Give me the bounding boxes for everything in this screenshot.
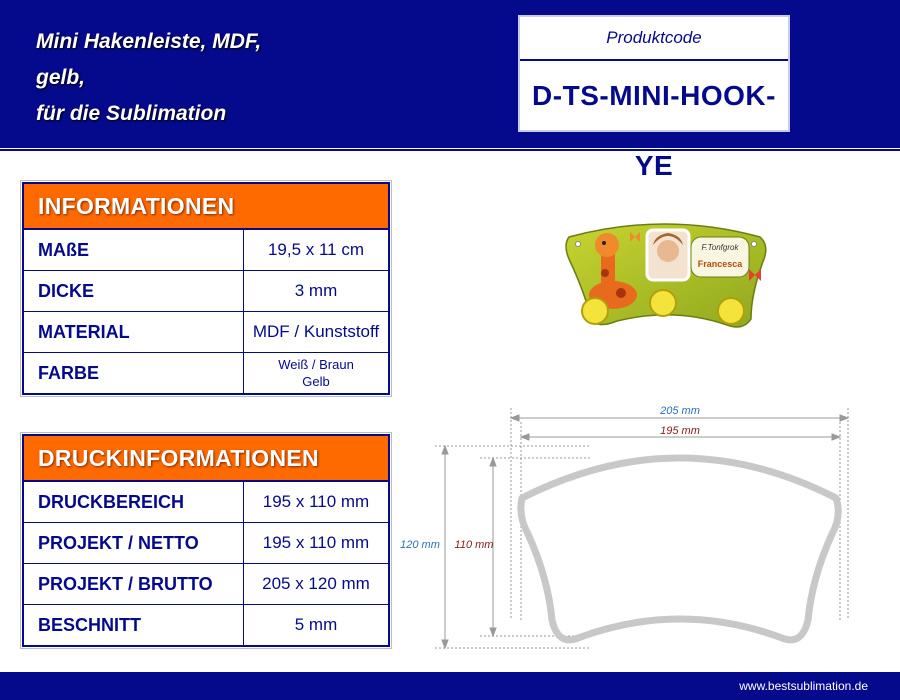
- print-table-heading: DRUCKINFORMATIONEN: [24, 436, 388, 482]
- product-code-value: D-TS-MINI-HOOK-YE: [532, 80, 776, 181]
- print-info-table: [22, 434, 390, 647]
- dimension-diagram: [390, 400, 870, 660]
- product-title: [36, 24, 261, 132]
- width-outer-label: 205 mm: [660, 405, 700, 417]
- table-row: [24, 482, 388, 522]
- height-outer-label: 120 mm: [400, 539, 440, 551]
- row-value: [244, 353, 388, 393]
- hook-peg-1: [582, 298, 608, 324]
- product-image: [555, 215, 770, 335]
- table-row: [24, 352, 388, 393]
- product-code-label: Produktcode: [520, 17, 788, 61]
- row-value: 205 x 120 mm: [262, 574, 370, 593]
- row-value: 195 x 110 mm: [262, 533, 370, 552]
- row-value: 3 mm: [294, 281, 338, 300]
- banner-name: Francesca: [697, 259, 743, 269]
- color-line-2: Gelb: [302, 374, 330, 389]
- width-inner-label: 195 mm: [660, 425, 700, 437]
- info-table: [22, 182, 390, 395]
- title-line-1: Mini Hakenleiste, MDF,: [36, 30, 262, 53]
- row-value: 19,5 x 11 cm: [267, 240, 365, 259]
- row-label: DICKE: [24, 271, 244, 311]
- table-row: [24, 522, 388, 563]
- table-row: [24, 270, 388, 311]
- row-label: PROJEKT / NETTO: [24, 523, 244, 563]
- row-label: DRUCKBEREICH: [24, 482, 244, 522]
- product-code-box: [518, 15, 790, 181]
- info-table-heading: INFORMATIONEN: [24, 184, 388, 230]
- title-line-3: für die Sublimation: [36, 102, 227, 125]
- footer-url[interactable]: www.bestsublimation.de: [739, 679, 868, 693]
- row-label: MAßE: [24, 230, 244, 270]
- row-label: BESCHNITT: [24, 605, 244, 645]
- table-row: [24, 311, 388, 352]
- color-line-1: Weiß / Braun: [278, 357, 354, 372]
- table-row: [24, 563, 388, 604]
- title-line-2: gelb,: [36, 66, 86, 89]
- height-inner-label: 110 mm: [454, 539, 494, 551]
- table-row: [24, 230, 388, 270]
- table-row: [24, 604, 388, 645]
- footer-bar: [0, 672, 900, 700]
- hook-peg-2: [650, 290, 676, 316]
- row-label: PROJEKT / BRUTTO: [24, 564, 244, 604]
- hook-outline-shape: [521, 458, 838, 640]
- row-value: MDF / Kunststoff: [252, 322, 380, 341]
- header-divider: [0, 149, 900, 151]
- row-label: MATERIAL: [24, 312, 244, 352]
- hook-peg-3: [718, 298, 744, 324]
- row-label: FARBE: [24, 353, 244, 393]
- banner-text-top: F.Tonfgrok: [701, 243, 739, 252]
- row-value: 195 x 110 mm: [262, 492, 370, 511]
- row-value: 5 mm: [294, 615, 338, 634]
